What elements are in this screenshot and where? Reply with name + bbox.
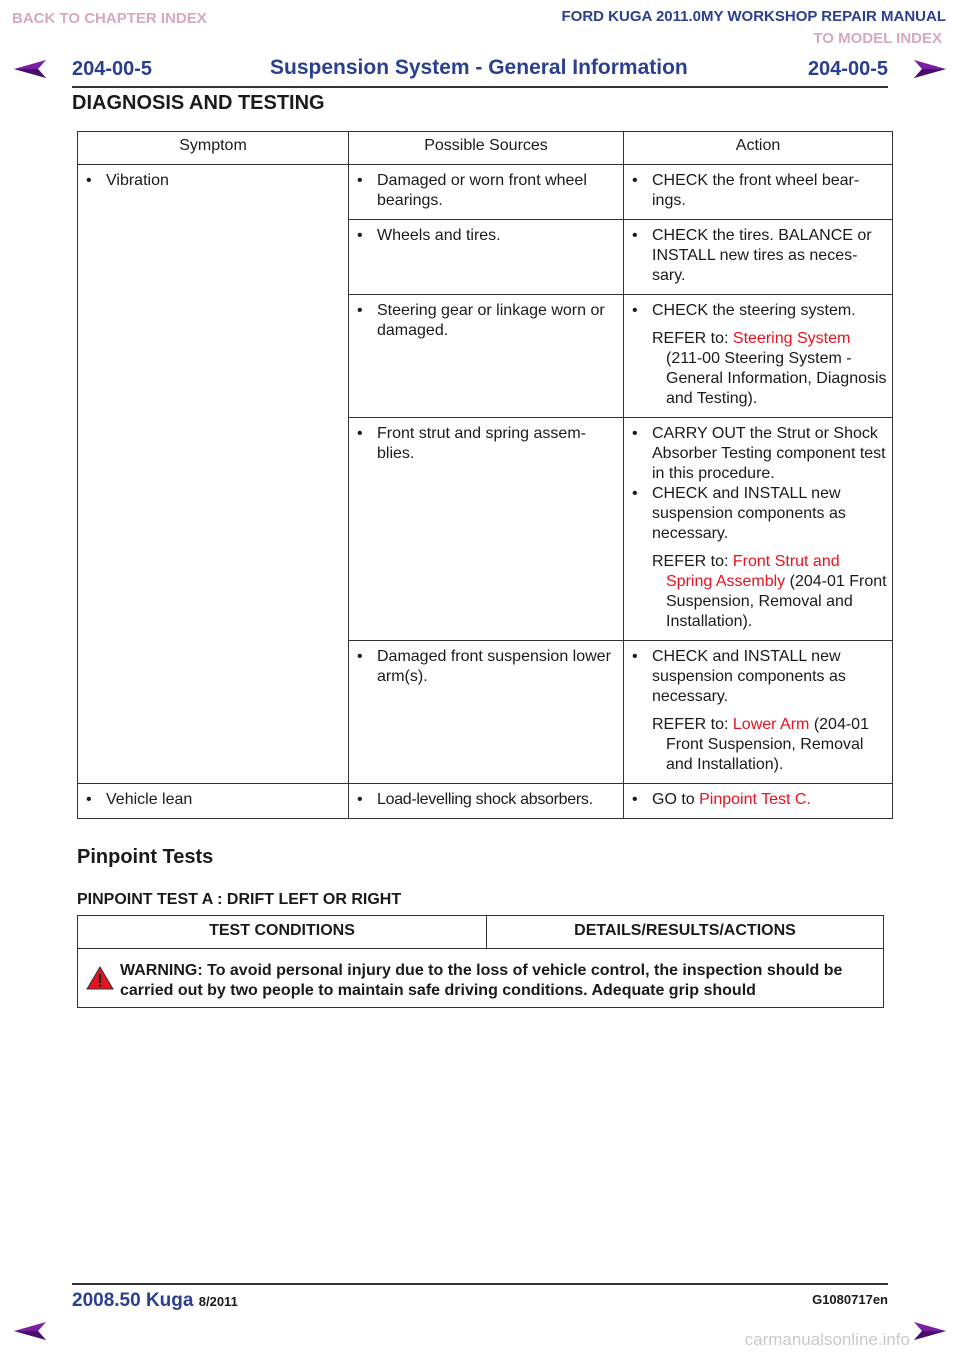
table-row — [78, 165, 893, 220]
symptom-vibration: • Vibration — [82, 171, 344, 191]
source-cell — [349, 784, 624, 819]
source-text: • Steering gear or linkage worn or damaged. — [353, 301, 619, 341]
action-cell — [624, 220, 893, 295]
action-text: • CHECK and INSTALL new suspension components as necessary. — [628, 484, 888, 544]
next-page-arrow-icon[interactable] — [912, 58, 948, 80]
previous-page-arrow-icon[interactable] — [12, 58, 48, 80]
action-prefix: GO to — [652, 791, 700, 808]
pinpoint-tests-heading: Pinpoint Tests — [77, 846, 214, 868]
column-header-test-conditions: TEST CONDITIONS — [78, 916, 487, 949]
action-text: • CHECK and INSTALL new suspension components as necessary. — [628, 647, 888, 707]
steering-system-link[interactable]: Steering System — [732, 330, 851, 347]
table-row — [78, 784, 893, 819]
source-text: • Damaged or worn front wheel bearings. — [353, 171, 619, 211]
warning-triangle-icon — [86, 965, 114, 991]
footer-model — [72, 1290, 238, 1312]
refer-prefix: REFER to: — [652, 553, 733, 570]
source-text: • Damaged front suspension lower arm(s). — [353, 647, 619, 687]
action-cell — [624, 165, 893, 220]
refer-suffix: (204-01 Front Suspension, Removal and Installation). — [666, 573, 887, 630]
column-header-action: Action — [624, 132, 893, 165]
watermark: carmanualsonline.info — [744, 1330, 910, 1349]
refer-suffix: (211-00 Steering System - General Information, Diagnosis and Testing). — [666, 350, 887, 407]
pinpoint-test-c-link[interactable]: Pinpoint Test C. — [699, 791, 811, 808]
footer-date: 8/2011 — [198, 1294, 238, 1309]
section-code-left: 204-00-5 — [72, 58, 153, 80]
column-header-symptom: Symptom — [78, 132, 349, 165]
refer-suffix: (204-01 Front Suspension, Removal and Installation). — [666, 716, 869, 773]
source-text: • Wheels and tires. — [353, 226, 619, 246]
pinpoint-test-table — [77, 915, 884, 1008]
pinpoint-test-a-title: PINPOINT TEST A : DRIFT LEFT OR RIGHT — [77, 891, 402, 908]
action-text: • CHECK the steering system. — [628, 301, 888, 321]
refer-block — [628, 552, 888, 632]
next-page-arrow-icon[interactable] — [912, 1320, 948, 1342]
header-divider — [72, 86, 888, 88]
action-cell — [624, 295, 893, 418]
back-to-chapter-index-link[interactable]: BACK TO CHAPTER INDEX — [12, 10, 207, 27]
front-strut-and-spring-assembly-link[interactable]: Front Strut and Spring Assembly — [666, 553, 840, 590]
warning-text: WARNING: To avoid personal injury due to the loss of vehicle control, the inspection should be carried out by two people to maintain safe driving conditions. Adequate grip should — [120, 962, 843, 999]
section-heading: DIAGNOSIS AND TESTING — [72, 92, 325, 114]
column-header-details-results-actions: DETAILS/RESULTS/ACTIONS — [487, 916, 884, 949]
previous-page-arrow-icon[interactable] — [12, 1320, 48, 1342]
refer-block — [628, 329, 888, 409]
lower-arm-link[interactable]: Lower Arm — [732, 716, 810, 733]
source-cell — [349, 641, 624, 784]
action-cell — [624, 784, 893, 819]
to-model-index-link[interactable]: TO MODEL INDEX — [813, 30, 942, 47]
column-header-possible-sources: Possible Sources — [349, 132, 624, 165]
refer-prefix: REFER to: — [652, 330, 733, 347]
refer-block — [628, 715, 888, 775]
warning-cell — [78, 949, 884, 1008]
action-cell — [624, 641, 893, 784]
symptom-cell — [78, 784, 349, 819]
action-text: • CHECK the front wheel bear- ings. — [628, 171, 888, 211]
page-title: Suspension System - General Information — [270, 56, 688, 79]
source-cell — [349, 295, 624, 418]
section-code-right: 204-00-5 — [807, 58, 888, 80]
footer-divider — [72, 1283, 888, 1285]
symptom-cell — [78, 165, 349, 784]
footer-model-name: 2008.50 Kuga — [72, 1290, 194, 1311]
symptom-chart-table — [77, 131, 893, 819]
refer-prefix: REFER to: — [652, 716, 733, 733]
source-text: • Front strut and spring assem- blies. — [353, 424, 619, 464]
table-row — [78, 949, 884, 1008]
source-text: • Load-levelling shock absorbers. — [353, 790, 619, 810]
action-text: • CHECK the tires. BALANCE or INSTALL new tires as neces- sary. — [628, 226, 888, 286]
manual-title: FORD KUGA 2011.0MY WORKSHOP REPAIR MANUAL — [561, 8, 946, 25]
source-cell — [349, 220, 624, 295]
action-text: • CARRY OUT the Strut or Shock Absorber Testing component test in this procedure. — [628, 424, 888, 484]
footer-doc-id: G1080717en — [812, 1292, 888, 1307]
source-cell — [349, 418, 624, 641]
source-cell — [349, 165, 624, 220]
action-cell — [624, 418, 893, 641]
symptom-vehicle-lean: • Vehicle lean — [82, 790, 344, 810]
